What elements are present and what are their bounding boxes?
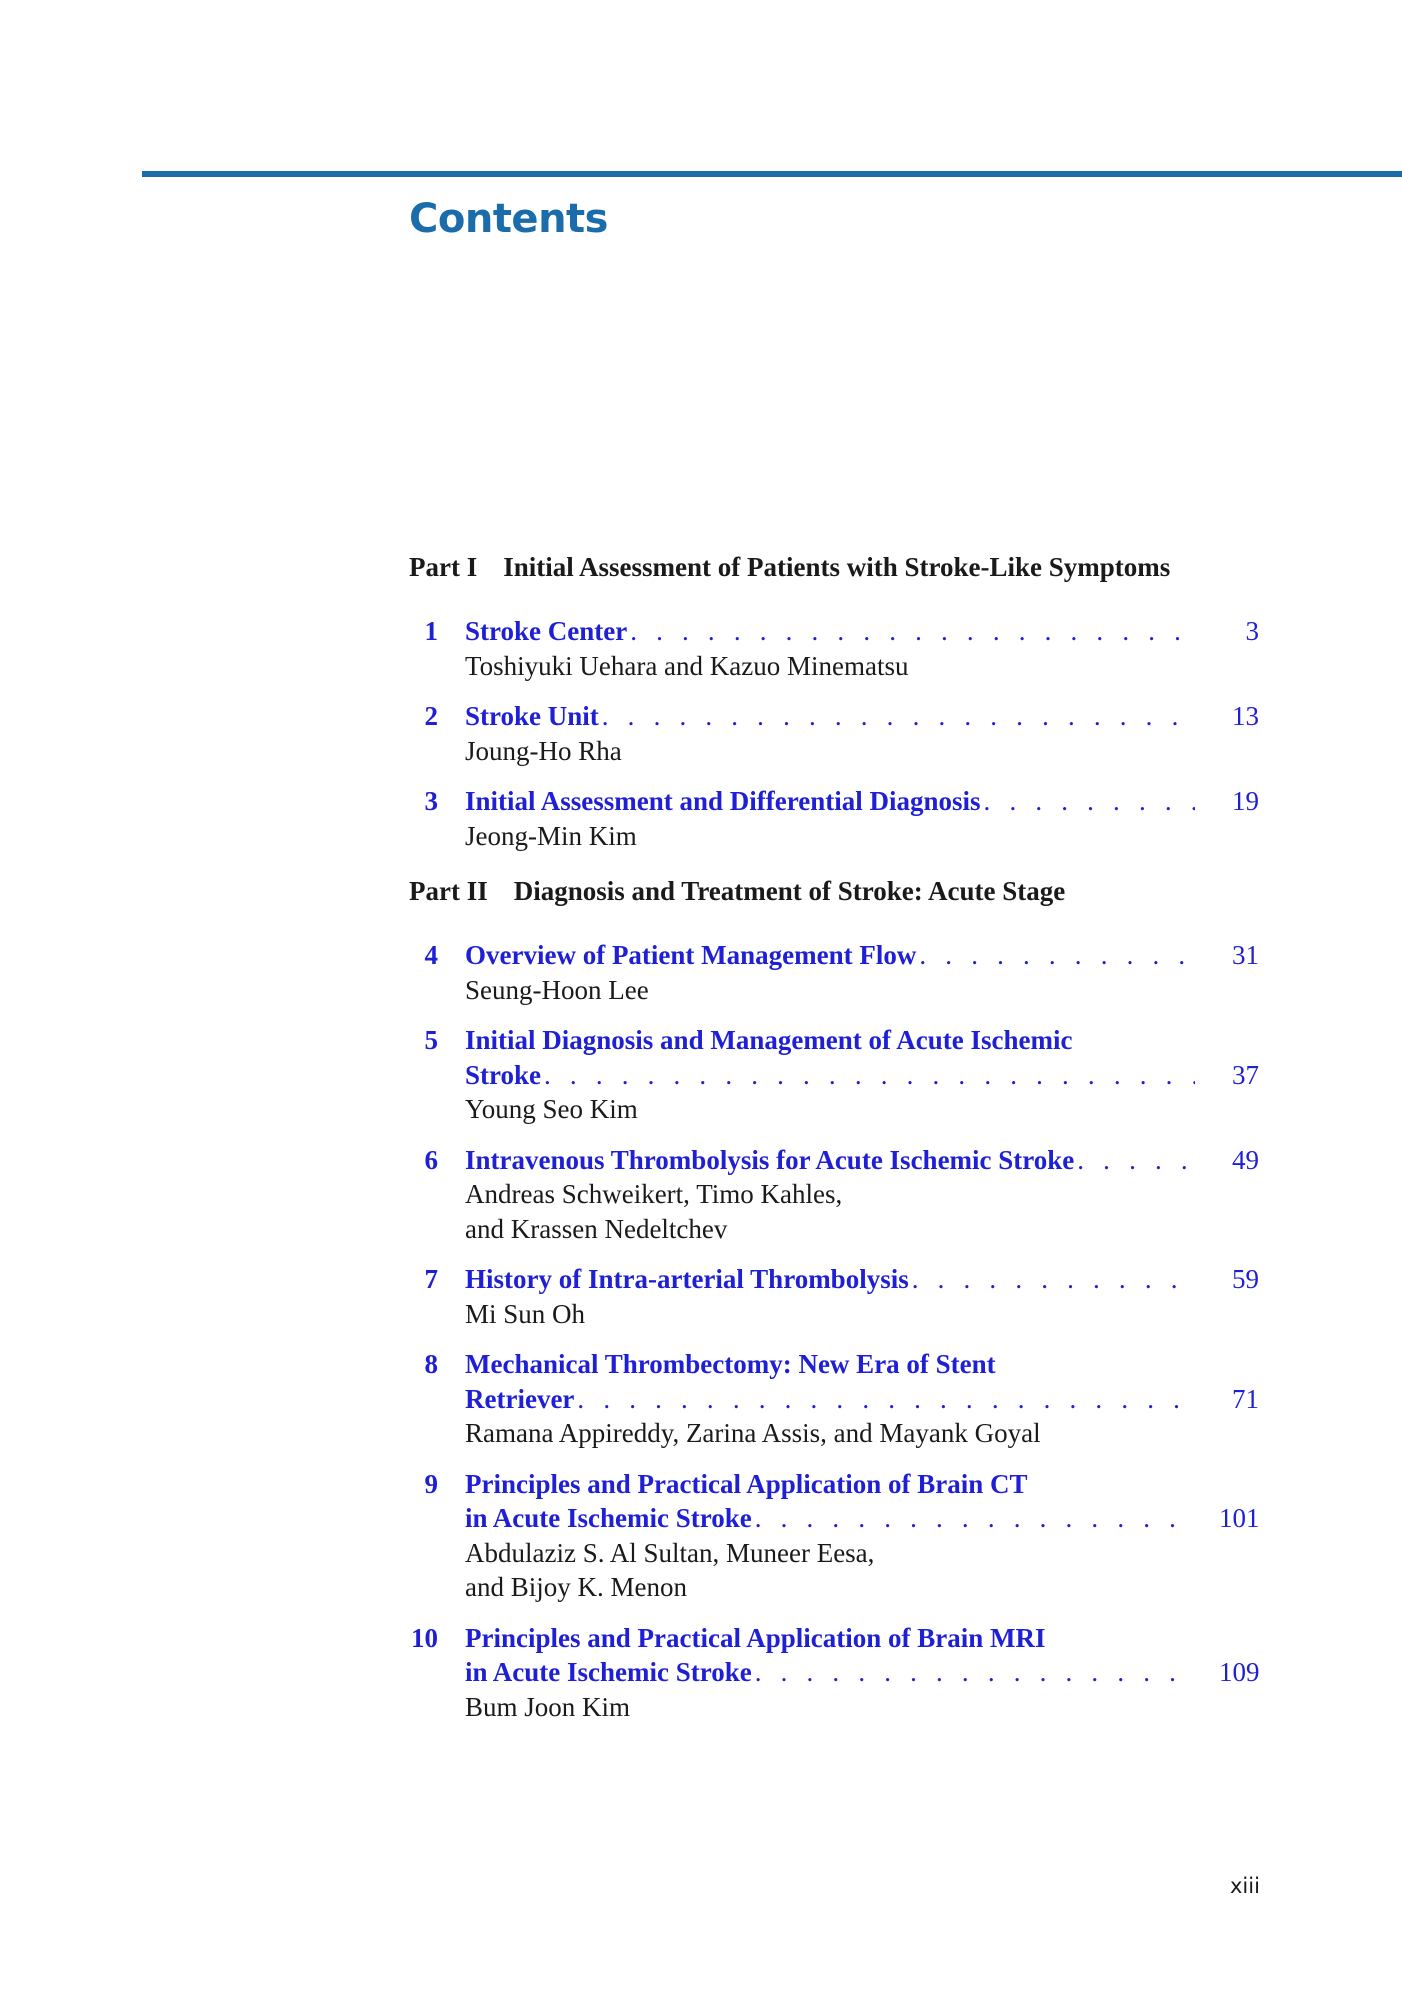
- chapter-title-link[interactable]: in Acute Ischemic Stroke: [465, 1503, 752, 1533]
- chapter-authors: Jeong-Min Kim: [465, 820, 637, 851]
- chapter-title-link[interactable]: Intravenous Thrombolysis for Acute Ischemic Stroke: [465, 1144, 1075, 1175]
- chapter-authors: and Bijoy K. Menon: [465, 1572, 687, 1602]
- chapter-title-link[interactable]: Retriever: [465, 1383, 575, 1414]
- chapter-title-link[interactable]: Initial Assessment and Differential Diagnosis: [465, 786, 981, 816]
- chapter-authors: Young Seo Kim: [465, 1094, 638, 1124]
- part-title: Initial Assessment of Patients with Stroke-Like Symptoms: [503, 552, 1171, 582]
- toc-entry-chapter-4[interactable]: [409, 938, 1259, 1007]
- part-title: Diagnosis and Treatment of Stroke: Acute Stage: [513, 876, 1066, 906]
- chapter-title-link[interactable]: Principles and Practical Application of Brain CT: [465, 1468, 1028, 1499]
- chapter-number: 2: [424, 701, 438, 731]
- toc-entry-chapter-1[interactable]: [409, 614, 1259, 683]
- dot-leader: [602, 699, 1195, 734]
- dot-leader: [577, 1382, 1195, 1417]
- chapter-authors: Andreas Schweikert, Timo Kahles,: [465, 1179, 843, 1209]
- dot-leader: [984, 784, 1195, 819]
- part-label: Part I: [409, 552, 478, 582]
- page-reference[interactable]: 31: [1232, 940, 1259, 970]
- header-rule: [142, 171, 1402, 177]
- table-of-contents: [409, 545, 1259, 1740]
- chapter-authors: Bum Joon Kim: [465, 1691, 631, 1722]
- dot-leader: [755, 1501, 1195, 1536]
- toc-entry-chapter-6[interactable]: [409, 1143, 1259, 1247]
- dot-leader: [755, 1655, 1195, 1690]
- page-reference[interactable]: 19: [1232, 786, 1259, 816]
- chapter-authors: Abdulaziz S. Al Sultan, Muneer Eesa,: [465, 1537, 875, 1568]
- chapter-number: 5: [424, 1025, 438, 1055]
- chapter-number: 7: [424, 1264, 438, 1294]
- toc-entry-chapter-7[interactable]: [409, 1262, 1259, 1331]
- toc-entry-chapter-2[interactable]: [409, 699, 1259, 768]
- page-reference[interactable]: 13: [1232, 701, 1259, 731]
- page-reference[interactable]: 49: [1232, 1144, 1259, 1175]
- toc-entry-chapter-3[interactable]: [409, 784, 1259, 853]
- dot-leader: [544, 1058, 1195, 1093]
- dot-leader: [912, 1262, 1195, 1297]
- chapter-title-link[interactable]: Principles and Practical Application of Brain MRI: [465, 1622, 1046, 1653]
- chapter-title-link[interactable]: History of Intra-arterial Thrombolysis: [465, 1264, 909, 1294]
- chapter-title-link[interactable]: Stroke Center: [465, 616, 628, 646]
- part-label: Part II: [409, 876, 488, 906]
- page-reference[interactable]: 37: [1232, 1059, 1259, 1090]
- page-reference[interactable]: 101: [1219, 1503, 1260, 1533]
- page-title: Contents: [409, 196, 608, 242]
- page-reference[interactable]: 109: [1219, 1657, 1260, 1687]
- chapter-authors: Toshiyuki Uehara and Kazuo Minematsu: [465, 650, 909, 681]
- chapter-number: 9: [424, 1468, 438, 1499]
- chapter-number: 1: [424, 616, 438, 646]
- page-reference[interactable]: 3: [1245, 616, 1259, 646]
- chapter-authors: Joung-Ho Rha: [465, 735, 622, 766]
- dot-leader: [919, 938, 1195, 973]
- chapter-title-link[interactable]: Mechanical Thrombectomy: New Era of Stent: [465, 1349, 996, 1379]
- page-reference[interactable]: 59: [1232, 1264, 1259, 1294]
- chapter-title-link[interactable]: Initial Diagnosis and Management of Acute Ischemic: [465, 1025, 1073, 1055]
- chapter-authors: Mi Sun Oh: [465, 1298, 586, 1329]
- chapter-number: 6: [424, 1144, 438, 1175]
- chapter-authors: and Krassen Nedeltchev: [465, 1213, 728, 1244]
- chapter-authors: Ramana Appireddy, Zarina Assis, and Mayank Goyal: [465, 1418, 1041, 1448]
- chapter-number: 8: [424, 1349, 438, 1379]
- part-heading-1: [409, 545, 1259, 589]
- toc-entry-chapter-10[interactable]: [409, 1621, 1259, 1725]
- chapter-title-link[interactable]: Stroke: [465, 1059, 542, 1090]
- dot-leader: [1077, 1143, 1195, 1178]
- chapter-title-link[interactable]: Overview of Patient Management Flow: [465, 940, 917, 970]
- chapter-number: 10: [411, 1622, 438, 1653]
- toc-entry-chapter-5[interactable]: [409, 1023, 1259, 1127]
- chapter-title-link[interactable]: Stroke Unit: [465, 701, 599, 731]
- chapter-authors: Seung-Hoon Lee: [465, 974, 649, 1005]
- page-reference[interactable]: 71: [1232, 1383, 1259, 1414]
- dot-leader: [630, 614, 1195, 649]
- toc-entry-chapter-8[interactable]: [409, 1347, 1259, 1451]
- chapter-number: 3: [424, 786, 438, 816]
- chapter-number: 4: [424, 940, 438, 970]
- part-heading-2: [409, 869, 1259, 913]
- toc-entry-chapter-9[interactable]: [409, 1467, 1259, 1605]
- chapter-title-link[interactable]: in Acute Ischemic Stroke: [465, 1657, 752, 1687]
- page-number: xiii: [1230, 1874, 1260, 1898]
